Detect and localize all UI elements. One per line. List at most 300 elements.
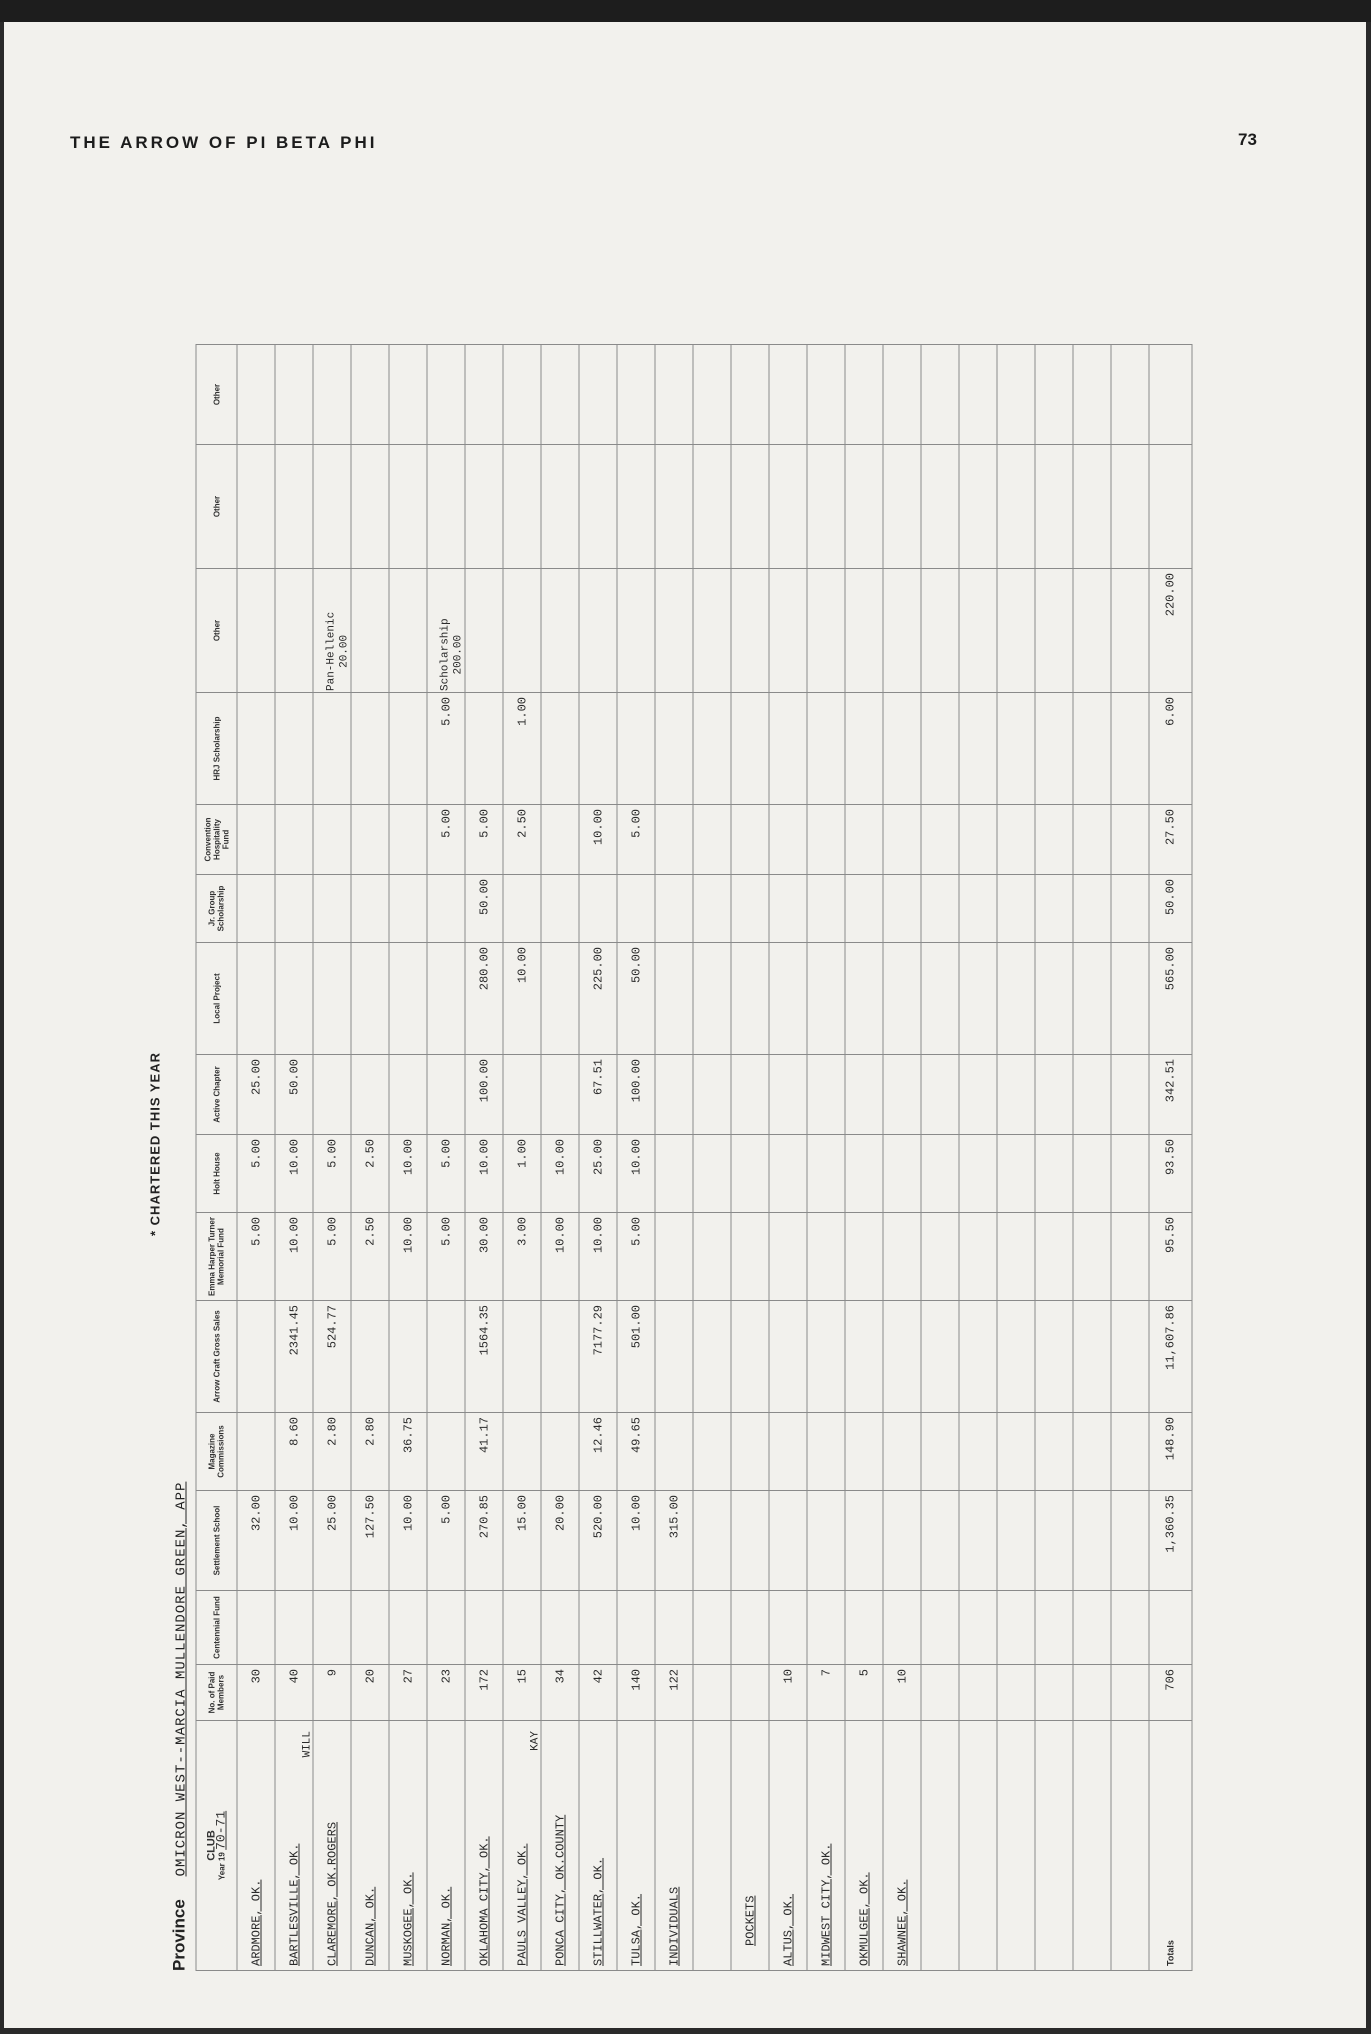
empty-cell bbox=[731, 943, 769, 1055]
arrow-cell bbox=[541, 1301, 579, 1413]
empty-cell bbox=[731, 1055, 769, 1135]
settlement-cell bbox=[883, 1491, 921, 1591]
total-arrow-cell: 11,607.86 bbox=[1149, 1301, 1192, 1413]
active-cell: 25.00 bbox=[237, 1055, 275, 1135]
hrj-cell bbox=[237, 693, 275, 805]
x3-cell bbox=[541, 345, 579, 445]
jr-cell bbox=[351, 875, 389, 943]
empty-cell bbox=[959, 1213, 997, 1301]
running-header: THE ARROW OF PI BETA PHI bbox=[70, 133, 378, 152]
empty-cell bbox=[1073, 1665, 1111, 1721]
empty-cell bbox=[1111, 1055, 1149, 1135]
empty-cell bbox=[959, 1413, 997, 1491]
arrow-cell bbox=[351, 1301, 389, 1413]
totals-label: Totals bbox=[1149, 1721, 1192, 1971]
paid-cell: 10 bbox=[769, 1665, 807, 1721]
empty-cell bbox=[731, 1491, 769, 1591]
magazine-cell: 49.65 bbox=[617, 1413, 655, 1491]
empty-cell bbox=[959, 943, 997, 1055]
x2-cell bbox=[655, 445, 693, 569]
other-note-label: Pan-Hellenic bbox=[325, 611, 338, 691]
empty-cell bbox=[921, 445, 959, 569]
x3-cell bbox=[769, 345, 807, 445]
x3-cell bbox=[883, 345, 921, 445]
holt-cell bbox=[807, 1135, 845, 1213]
x3-cell bbox=[807, 345, 845, 445]
empty-cell bbox=[921, 875, 959, 943]
table-row bbox=[655, 345, 693, 1971]
active-cell: 100.00 bbox=[465, 1055, 503, 1135]
x2-cell bbox=[617, 445, 655, 569]
table-row-empty bbox=[921, 345, 959, 1971]
empty-cell bbox=[1035, 1301, 1073, 1413]
other-cell bbox=[845, 569, 883, 693]
active-chapter-header: Active Chapter bbox=[196, 1055, 237, 1135]
emma-harper-fund-header: Emma Harper Turner Memorial Fund bbox=[196, 1213, 237, 1301]
empty-cell bbox=[1073, 1213, 1111, 1301]
other-cell bbox=[883, 569, 921, 693]
empty-cell bbox=[1111, 943, 1149, 1055]
magazine-cell bbox=[503, 1413, 541, 1491]
emma-cell: 5.00 bbox=[237, 1213, 275, 1301]
holt-cell: 1.00 bbox=[503, 1135, 541, 1213]
other-note-label: Scholarship bbox=[439, 618, 452, 691]
settlement-cell bbox=[769, 1491, 807, 1591]
table-row bbox=[313, 345, 351, 1971]
year-prefix: Year 19 bbox=[217, 1852, 226, 1881]
table-row bbox=[237, 345, 275, 1971]
other-header-3: Other bbox=[196, 345, 237, 445]
empty-cell bbox=[1111, 1591, 1149, 1665]
magazine-cell bbox=[237, 1413, 275, 1491]
empty-cell bbox=[921, 1413, 959, 1491]
totals-row bbox=[1149, 345, 1192, 1971]
empty-cell bbox=[1073, 445, 1111, 569]
empty-cell bbox=[1073, 1591, 1111, 1665]
active-cell bbox=[845, 1055, 883, 1135]
magazine-cell: 2.80 bbox=[313, 1413, 351, 1491]
emma-cell: 10.00 bbox=[579, 1213, 617, 1301]
year-value: 70-71 bbox=[213, 1810, 228, 1850]
province-line bbox=[170, 1482, 190, 1971]
paid-cell: 5 bbox=[845, 1665, 883, 1721]
other-header-1: Other bbox=[196, 569, 237, 693]
jr-cell bbox=[579, 875, 617, 943]
x3-cell bbox=[579, 345, 617, 445]
table-row bbox=[883, 345, 921, 1971]
empty-cell bbox=[1035, 345, 1073, 445]
other-header-2: Other bbox=[196, 445, 237, 569]
chartered-note: * CHARTERED THIS YEAR bbox=[147, 1051, 163, 1236]
empty-cell bbox=[1111, 345, 1149, 445]
hrj-cell bbox=[465, 693, 503, 805]
convention-cell: 5.00 bbox=[617, 805, 655, 875]
table-row bbox=[465, 345, 503, 1971]
hrj-cell bbox=[351, 693, 389, 805]
table-row-empty bbox=[1035, 345, 1073, 1971]
empty-cell bbox=[731, 345, 769, 445]
holt-cell bbox=[655, 1135, 693, 1213]
other-cell bbox=[439, 569, 503, 693]
empty-cell bbox=[1035, 805, 1073, 875]
x2-cell bbox=[503, 445, 541, 569]
club-name: SHAWNEE, OK. bbox=[883, 1721, 921, 1971]
arrow-cell: 501.00 bbox=[617, 1301, 655, 1413]
empty-cell bbox=[1111, 569, 1149, 693]
magazine-cell: 41.17 bbox=[465, 1413, 503, 1491]
club-name: ARDMORE, OK. bbox=[237, 1721, 275, 1971]
empty-cell bbox=[921, 1055, 959, 1135]
convention-cell bbox=[655, 805, 693, 875]
local-cell bbox=[769, 943, 807, 1055]
arrow-cell: 1564.35 bbox=[465, 1301, 503, 1413]
active-cell bbox=[541, 1055, 579, 1135]
local-cell bbox=[427, 943, 465, 1055]
empty-cell bbox=[693, 1591, 731, 1665]
empty-cell bbox=[959, 569, 997, 693]
convention-cell bbox=[237, 805, 275, 875]
centennial-cell bbox=[541, 1591, 579, 1665]
empty-cell bbox=[693, 1301, 731, 1413]
convention-cell bbox=[845, 805, 883, 875]
x2-cell bbox=[541, 445, 579, 569]
club-name: DUNCAN, OK. bbox=[351, 1721, 389, 1971]
arrow-craft-header: Arrow Craft Gross Sales bbox=[196, 1301, 237, 1413]
other-cell bbox=[579, 569, 617, 693]
empty-cell bbox=[731, 1665, 769, 1721]
centennial-cell bbox=[237, 1591, 275, 1665]
empty-cell bbox=[1073, 693, 1111, 805]
convention-cell: 5.00 bbox=[465, 805, 503, 875]
magazine-cell: 12.46 bbox=[579, 1413, 617, 1491]
x2-cell bbox=[807, 445, 845, 569]
empty-cell bbox=[997, 1491, 1035, 1591]
emma-cell: 30.00 bbox=[465, 1213, 503, 1301]
other-cell bbox=[275, 569, 313, 693]
jr-cell bbox=[617, 875, 655, 943]
pockets-heading-row bbox=[731, 345, 769, 1971]
settlement-cell: 10.00 bbox=[389, 1491, 427, 1591]
magazine-cell: 36.75 bbox=[389, 1413, 427, 1491]
paid-cell: 9 bbox=[313, 1665, 351, 1721]
empty-cell bbox=[1111, 875, 1149, 943]
other-note bbox=[326, 612, 352, 691]
arrow-cell: 7177.29 bbox=[579, 1301, 617, 1413]
paid-members-header: No. of Paid Members bbox=[196, 1665, 237, 1721]
empty-cell bbox=[731, 1591, 769, 1665]
hrj-cell bbox=[883, 693, 921, 805]
table-row bbox=[351, 345, 389, 1971]
active-cell bbox=[883, 1055, 921, 1135]
settlement-cell bbox=[807, 1491, 845, 1591]
empty-cell bbox=[1035, 1665, 1073, 1721]
settlement-cell: 315.00 bbox=[655, 1491, 693, 1591]
empty-cell bbox=[693, 875, 731, 943]
club-name: NORMAN, OK. bbox=[427, 1721, 465, 1971]
settlement-cell bbox=[845, 1491, 883, 1591]
empty-cell bbox=[1111, 805, 1149, 875]
province-value: OMICRON WEST--MARCIA MULLENDORE GREEN, APP bbox=[173, 1481, 190, 1877]
empty-cell bbox=[1111, 445, 1149, 569]
empty-cell bbox=[1035, 445, 1073, 569]
club-name: TULSA, OK. bbox=[617, 1721, 655, 1971]
paid-cell: 42 bbox=[579, 1665, 617, 1721]
magazine-cell bbox=[845, 1413, 883, 1491]
pockets-heading: POCKETS bbox=[731, 1721, 769, 1971]
total-x2-cell bbox=[1149, 445, 1192, 569]
centennial-cell bbox=[769, 1591, 807, 1665]
x3-cell bbox=[617, 345, 655, 445]
empty-cell bbox=[921, 805, 959, 875]
local-cell: 10.00 bbox=[503, 943, 541, 1055]
convention-cell bbox=[883, 805, 921, 875]
hrj-cell bbox=[313, 693, 351, 805]
x2-cell bbox=[883, 445, 921, 569]
emma-cell: 5.00 bbox=[617, 1213, 655, 1301]
arrow-cell bbox=[807, 1301, 845, 1413]
other-note-value: 20.00 bbox=[338, 634, 351, 668]
magazine-cell bbox=[807, 1413, 845, 1491]
empty-cell bbox=[1073, 345, 1111, 445]
x2-cell bbox=[313, 445, 351, 569]
convention-cell bbox=[275, 805, 313, 875]
empty-cell bbox=[1111, 1491, 1149, 1591]
centennial-cell bbox=[883, 1591, 921, 1665]
empty-cell bbox=[693, 569, 731, 693]
arrow-cell bbox=[883, 1301, 921, 1413]
active-cell bbox=[427, 1055, 465, 1135]
other-cell bbox=[389, 569, 427, 693]
empty-cell bbox=[997, 1591, 1035, 1665]
emma-cell: 10.00 bbox=[275, 1213, 313, 1301]
empty-cell bbox=[731, 693, 769, 805]
empty-cell bbox=[959, 693, 997, 805]
table-row bbox=[275, 345, 313, 1971]
holt-cell bbox=[845, 1135, 883, 1213]
other-cell bbox=[325, 569, 389, 693]
empty-cell bbox=[1035, 1721, 1073, 1971]
empty-cell bbox=[997, 943, 1035, 1055]
emma-cell bbox=[883, 1213, 921, 1301]
jr-cell: 50.00 bbox=[465, 875, 503, 943]
convention-cell bbox=[807, 805, 845, 875]
arrow-cell bbox=[503, 1301, 541, 1413]
settlement-cell: 10.00 bbox=[275, 1491, 313, 1591]
local-cell bbox=[237, 943, 275, 1055]
holt-cell: 10.00 bbox=[541, 1135, 579, 1213]
magazine-cell bbox=[883, 1413, 921, 1491]
table-row-empty bbox=[959, 345, 997, 1971]
empty-cell bbox=[1035, 693, 1073, 805]
table-row-empty bbox=[1111, 345, 1149, 1971]
table-row bbox=[579, 345, 617, 1971]
x3-cell bbox=[351, 345, 389, 445]
magazine-cell bbox=[541, 1413, 579, 1491]
club-name bbox=[529, 1721, 579, 1971]
empty-cell bbox=[731, 875, 769, 943]
holt-cell: 5.00 bbox=[237, 1135, 275, 1213]
jr-cell bbox=[541, 875, 579, 943]
magazine-cell bbox=[769, 1413, 807, 1491]
settlement-school-header: Settlement School bbox=[196, 1491, 237, 1591]
empty-cell bbox=[997, 1055, 1035, 1135]
club-name: MUSKOGEE, OK. bbox=[389, 1721, 427, 1971]
total-convention-cell: 27.50 bbox=[1149, 805, 1192, 875]
empty-cell bbox=[1035, 875, 1073, 943]
paid-cell: 20 bbox=[351, 1665, 389, 1721]
x3-cell bbox=[313, 345, 351, 445]
empty-cell bbox=[997, 1721, 1035, 1971]
x2-cell bbox=[465, 445, 503, 569]
active-cell: 50.00 bbox=[275, 1055, 313, 1135]
total-local-cell: 565.00 bbox=[1149, 943, 1192, 1055]
empty-cell bbox=[921, 1591, 959, 1665]
emma-cell: 5.00 bbox=[313, 1213, 351, 1301]
emma-cell: 10.00 bbox=[541, 1213, 579, 1301]
empty-cell bbox=[693, 1413, 731, 1491]
other-cell bbox=[655, 569, 693, 693]
emma-cell bbox=[807, 1213, 845, 1301]
magazine-cell bbox=[427, 1413, 465, 1491]
empty-cell bbox=[997, 1301, 1035, 1413]
jr-cell bbox=[237, 875, 275, 943]
emma-cell bbox=[655, 1213, 693, 1301]
empty-cell bbox=[1111, 693, 1149, 805]
x2-cell bbox=[427, 445, 465, 569]
local-cell: 225.00 bbox=[579, 943, 617, 1055]
convention-cell bbox=[541, 805, 579, 875]
hrj-scholarship-header: HRJ Scholarship bbox=[196, 693, 237, 805]
empty-cell bbox=[959, 1491, 997, 1591]
emma-cell: 5.00 bbox=[427, 1213, 465, 1301]
hrj-cell bbox=[579, 693, 617, 805]
hrj-cell bbox=[617, 693, 655, 805]
paid-cell: 15 bbox=[503, 1665, 541, 1721]
empty-cell bbox=[959, 1591, 997, 1665]
x2-cell bbox=[237, 445, 275, 569]
jr-group-scholarship-header: Jr. Group Scholarship bbox=[196, 875, 237, 943]
x2-cell bbox=[845, 445, 883, 569]
settlement-cell: 25.00 bbox=[313, 1491, 351, 1591]
hrj-cell bbox=[807, 693, 845, 805]
empty-cell bbox=[959, 445, 997, 569]
total-centennial-cell bbox=[1149, 1591, 1192, 1665]
empty-cell bbox=[1073, 1135, 1111, 1213]
local-cell bbox=[389, 943, 427, 1055]
empty-cell bbox=[731, 1301, 769, 1413]
other-cell bbox=[807, 569, 845, 693]
empty-cell bbox=[693, 1491, 731, 1591]
convention-cell bbox=[769, 805, 807, 875]
jr-cell bbox=[769, 875, 807, 943]
centennial-cell bbox=[579, 1591, 617, 1665]
empty-cell bbox=[1073, 1413, 1111, 1491]
empty-cell bbox=[997, 569, 1035, 693]
active-cell bbox=[655, 1055, 693, 1135]
other-note-value: 200.00 bbox=[452, 634, 465, 675]
empty-cell bbox=[959, 1055, 997, 1135]
empty-cell bbox=[693, 943, 731, 1055]
empty-cell bbox=[959, 875, 997, 943]
total-paid-cell: 706 bbox=[1149, 1665, 1192, 1721]
empty-cell bbox=[693, 1213, 731, 1301]
centennial-cell bbox=[351, 1591, 389, 1665]
table-row bbox=[769, 345, 807, 1971]
convention-cell: 5.00 bbox=[427, 805, 465, 875]
table-row bbox=[427, 345, 465, 1971]
empty-cell bbox=[693, 345, 731, 445]
empty-cell bbox=[959, 1665, 997, 1721]
table-row-empty bbox=[997, 345, 1035, 1971]
jr-cell bbox=[503, 875, 541, 943]
table-row bbox=[389, 345, 427, 1971]
x2-cell bbox=[579, 445, 617, 569]
club-name-annotation: WILL bbox=[301, 1731, 314, 1758]
x3-cell bbox=[427, 345, 465, 445]
total-hrj-cell: 6.00 bbox=[1149, 693, 1192, 805]
club-name: BARTLESVILLE, OK. bbox=[275, 1721, 313, 1971]
magazine-cell bbox=[655, 1413, 693, 1491]
empty-cell bbox=[959, 1301, 997, 1413]
empty-cell bbox=[731, 1213, 769, 1301]
paid-cell: 40 bbox=[275, 1665, 313, 1721]
empty-cell bbox=[1035, 1591, 1073, 1665]
empty-cell bbox=[921, 345, 959, 445]
emma-cell bbox=[845, 1213, 883, 1301]
jr-cell bbox=[427, 875, 465, 943]
paid-cell: 122 bbox=[655, 1665, 693, 1721]
settlement-cell: 20.00 bbox=[541, 1491, 579, 1591]
empty-cell bbox=[997, 693, 1035, 805]
settlement-cell: 32.00 bbox=[237, 1491, 275, 1591]
total-jr-cell: 50.00 bbox=[1149, 875, 1192, 943]
paid-cell: 23 bbox=[427, 1665, 465, 1721]
club-name: INDIVIDUALS bbox=[655, 1721, 693, 1971]
settlement-cell: 520.00 bbox=[579, 1491, 617, 1591]
club-header-label: CLUB bbox=[205, 1830, 217, 1861]
empty-cell bbox=[1073, 943, 1111, 1055]
convention-hospitality-header: Convention Hospitality Fund bbox=[196, 805, 237, 875]
empty-cell bbox=[1073, 1491, 1111, 1591]
empty-cell bbox=[731, 1413, 769, 1491]
active-cell bbox=[389, 1055, 427, 1135]
holt-cell: 10.00 bbox=[465, 1135, 503, 1213]
centennial-cell bbox=[807, 1591, 845, 1665]
paid-cell: 27 bbox=[389, 1665, 427, 1721]
empty-cell bbox=[1111, 1413, 1149, 1491]
table-row bbox=[541, 345, 579, 1971]
empty-cell bbox=[1111, 1665, 1149, 1721]
arrow-cell bbox=[655, 1301, 693, 1413]
arrow-cell bbox=[769, 1301, 807, 1413]
page-number: 73 bbox=[1238, 130, 1257, 149]
empty-cell bbox=[693, 693, 731, 805]
centennial-cell bbox=[655, 1591, 693, 1665]
empty-cell bbox=[921, 1665, 959, 1721]
active-cell: 100.00 bbox=[617, 1055, 655, 1135]
hrj-cell bbox=[845, 693, 883, 805]
table-row bbox=[617, 345, 655, 1971]
hrj-cell: 5.00 bbox=[427, 693, 465, 805]
empty-cell bbox=[921, 1213, 959, 1301]
holt-cell bbox=[883, 1135, 921, 1213]
empty-cell bbox=[1035, 943, 1073, 1055]
other-note bbox=[440, 618, 466, 691]
club-header bbox=[196, 1721, 237, 1971]
paid-cell: 172 bbox=[465, 1665, 503, 1721]
settlement-cell: 127.50 bbox=[351, 1491, 389, 1591]
club-name: ALTUS, OK. bbox=[769, 1721, 807, 1971]
